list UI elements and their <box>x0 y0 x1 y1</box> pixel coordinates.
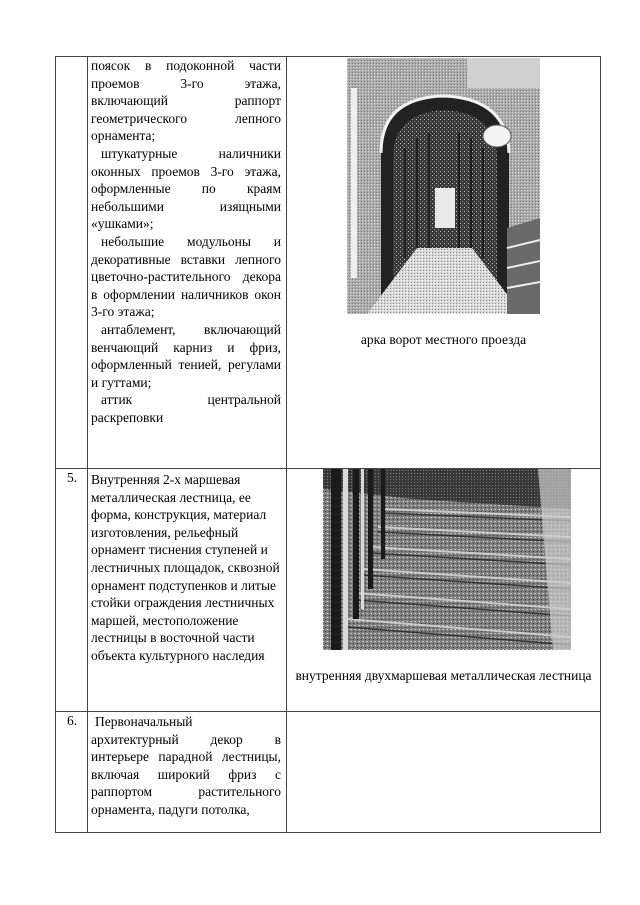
row-number: 6. <box>67 713 78 728</box>
row-1-description <box>91 57 281 426</box>
table-border-left <box>55 56 56 833</box>
table-border-bottom <box>55 832 601 833</box>
column-divider <box>286 56 287 833</box>
description-text: Первоначальный архитектурный декор в интерьере парадной лестницы, включая широкий фриз с раппортом растительного орнамента, падуги потолка, <box>91 714 281 817</box>
description-paragraph: аттик центральной раскреповки <box>91 392 281 425</box>
description-paragraph: небольшие модульоны и декоративные вставки лепного цветочно-растительного декора в оформлении наличников окон 3-го этажа; <box>91 233 281 320</box>
table-border-right <box>600 56 601 833</box>
column-divider <box>87 56 88 833</box>
row-number: 5. <box>67 470 78 485</box>
row-divider <box>55 711 601 712</box>
description-paragraph: штукатурные наличники оконных проемов 3-го этажа, оформленные по краям небольшими изящными «ушками»; <box>91 145 281 232</box>
gate-arch-photo <box>347 58 540 314</box>
description-paragraph: поясок в подоконной части проемов 3-го этажа, включающий раппорт геометрического лепного орнамента; <box>91 58 281 144</box>
description-paragraph: антаблемент, включающий венчающий карниз и фриз, оформленный тенией, регулами и гуттами; <box>91 321 281 390</box>
row-2-description <box>91 471 287 665</box>
gate-arch-caption: арка ворот местного проезда <box>360 332 527 347</box>
description-text: Внутренняя 2-х маршевая металлическая лестница, ее форма, конструкция, материал изготовления, рельефный орнамент тиснения ступеней и лестничных площадок, сквозной орнамент подступенков и литые стойки ограждения лестничных маршей, местоположение лестницы в восточной части объекта культурного наследия <box>91 472 280 663</box>
staircase-caption: внутренняя двухмаршевая металлическая лестница <box>295 668 592 683</box>
staircase-photo <box>323 469 571 650</box>
heritage-elements-table <box>55 56 601 833</box>
row-3-description <box>91 713 281 819</box>
